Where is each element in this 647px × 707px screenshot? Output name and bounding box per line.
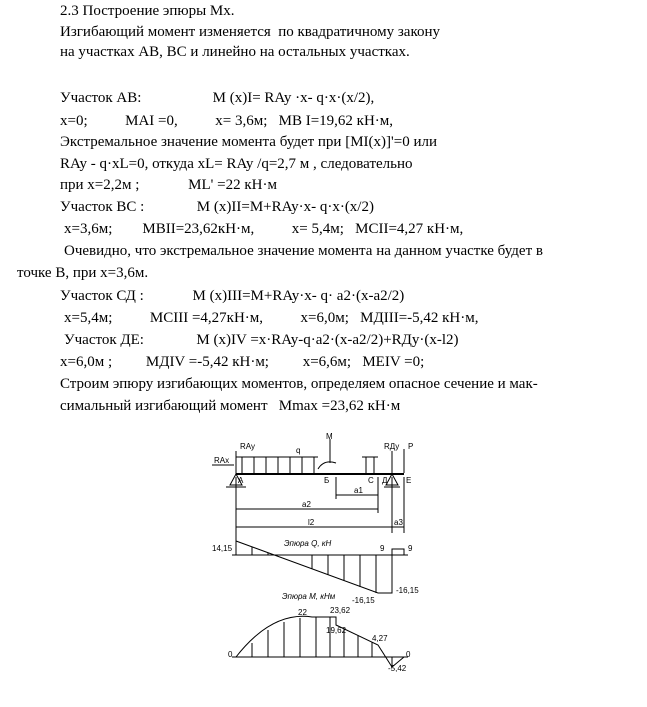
label-rax: RAx bbox=[214, 456, 230, 465]
q-value-start: 14,15 bbox=[212, 544, 233, 553]
text-line: на участках АВ, ВС и линейно на остальных участках. bbox=[60, 44, 410, 60]
text-line: Экстремальное значение момента будет при [MI(x)]'=0 или bbox=[60, 134, 437, 150]
section-ab-values: x=0; MAI =0, x= 3,6м; MB I=19,62 кН·м, bbox=[60, 113, 394, 129]
label-a3: a3 bbox=[394, 518, 403, 527]
label-l2: l2 bbox=[308, 518, 315, 527]
text-line: Очевидно, что экстремальное значение момента на данном участке будет в bbox=[64, 243, 543, 259]
label-q: q bbox=[296, 446, 301, 455]
section-bc-formula: Участок ВС : M (x)II=M+RAy·x- q·x·(x/2) bbox=[60, 199, 374, 215]
text-line: Строим эпюру изгибающих моментов, определяем опасное сечение и мак- bbox=[60, 376, 538, 392]
m-value-zero-right: 0 bbox=[406, 650, 411, 659]
m-value-c: 19,62 bbox=[326, 626, 347, 635]
m-diagram-title: Эпюра M, кНм bbox=[282, 592, 336, 601]
q-diagram-right bbox=[392, 549, 404, 555]
label-point-a: A bbox=[238, 476, 244, 485]
text-line: RAy - q·xL=0, откуда xL= RAy /q=2,7 м , следовательно bbox=[60, 156, 413, 172]
label-point-c: C bbox=[368, 476, 374, 485]
text-line: при x=2,2м ; ML' =22 кН·м bbox=[60, 177, 277, 193]
label-rdy: RДy bbox=[384, 442, 400, 451]
label-point-b: Б bbox=[324, 476, 330, 485]
m-value-b: 23,62 bbox=[330, 606, 351, 615]
q-value-mid: -16,15 bbox=[352, 596, 375, 605]
text-line: симальный изгибающий момент Mmax =23,62 кН·м bbox=[60, 398, 401, 414]
section-cd-values: x=5,4м; MCIII =4,27кН·м, x=6,0м; MДIII=-5,42 кН·м, bbox=[64, 310, 479, 326]
section-bc-values: x=3,6м; MBII=23,62кН·м, x= 5,4м; MCII=4,27 кН·м, bbox=[64, 221, 464, 237]
section-de-formula: Участок ДЕ: M (x)IV =x·RAy-q·a2·(x-a2/2)+RДy·(x-l2) bbox=[64, 332, 459, 348]
text-line: точке В, при x=3,6м. bbox=[17, 265, 149, 281]
moment-arrow bbox=[318, 462, 336, 469]
beam-diagram-svg bbox=[212, 433, 428, 673]
m-value-end: -5,42 bbox=[388, 664, 407, 673]
q-diagram-outline bbox=[236, 541, 392, 593]
label-a2: a2 bbox=[302, 500, 311, 509]
q-value-right: 9 bbox=[380, 544, 385, 553]
m-value-zero: 0 bbox=[228, 650, 233, 659]
label-p: P bbox=[408, 442, 414, 451]
label-a1: a1 bbox=[354, 486, 363, 495]
label-m: M bbox=[326, 433, 333, 441]
label-point-e: E bbox=[406, 476, 412, 485]
m-value-d: 4,27 bbox=[372, 634, 388, 643]
label-ray: RAy bbox=[240, 442, 255, 451]
beam-figure bbox=[212, 433, 428, 678]
label-point-d: Д bbox=[382, 476, 388, 485]
q-value-right2: 9 bbox=[408, 544, 413, 553]
q-value-end: -16,15 bbox=[396, 586, 419, 595]
section-heading: 2.3 Построение эпюры Mx. bbox=[60, 3, 235, 19]
q-diagram-title: Эпюра Q, кН bbox=[284, 539, 332, 548]
section-de-values: x=6,0м ; MДIV =-5,42 кН·м; x=6,6м; MEIV =0; bbox=[60, 354, 425, 370]
text-line: Изгибающий момент изменяется по квадратичному закону bbox=[60, 24, 441, 40]
section-cd-formula: Участок СД : M (x)III=M+RAy·x- q· a2·(x-a2/2) bbox=[60, 288, 405, 304]
m-value-max: 22 bbox=[298, 608, 307, 617]
section-ab-formula: Участок АВ: M (x)I= RAy ·x- q·x·(x/2), bbox=[60, 90, 375, 106]
